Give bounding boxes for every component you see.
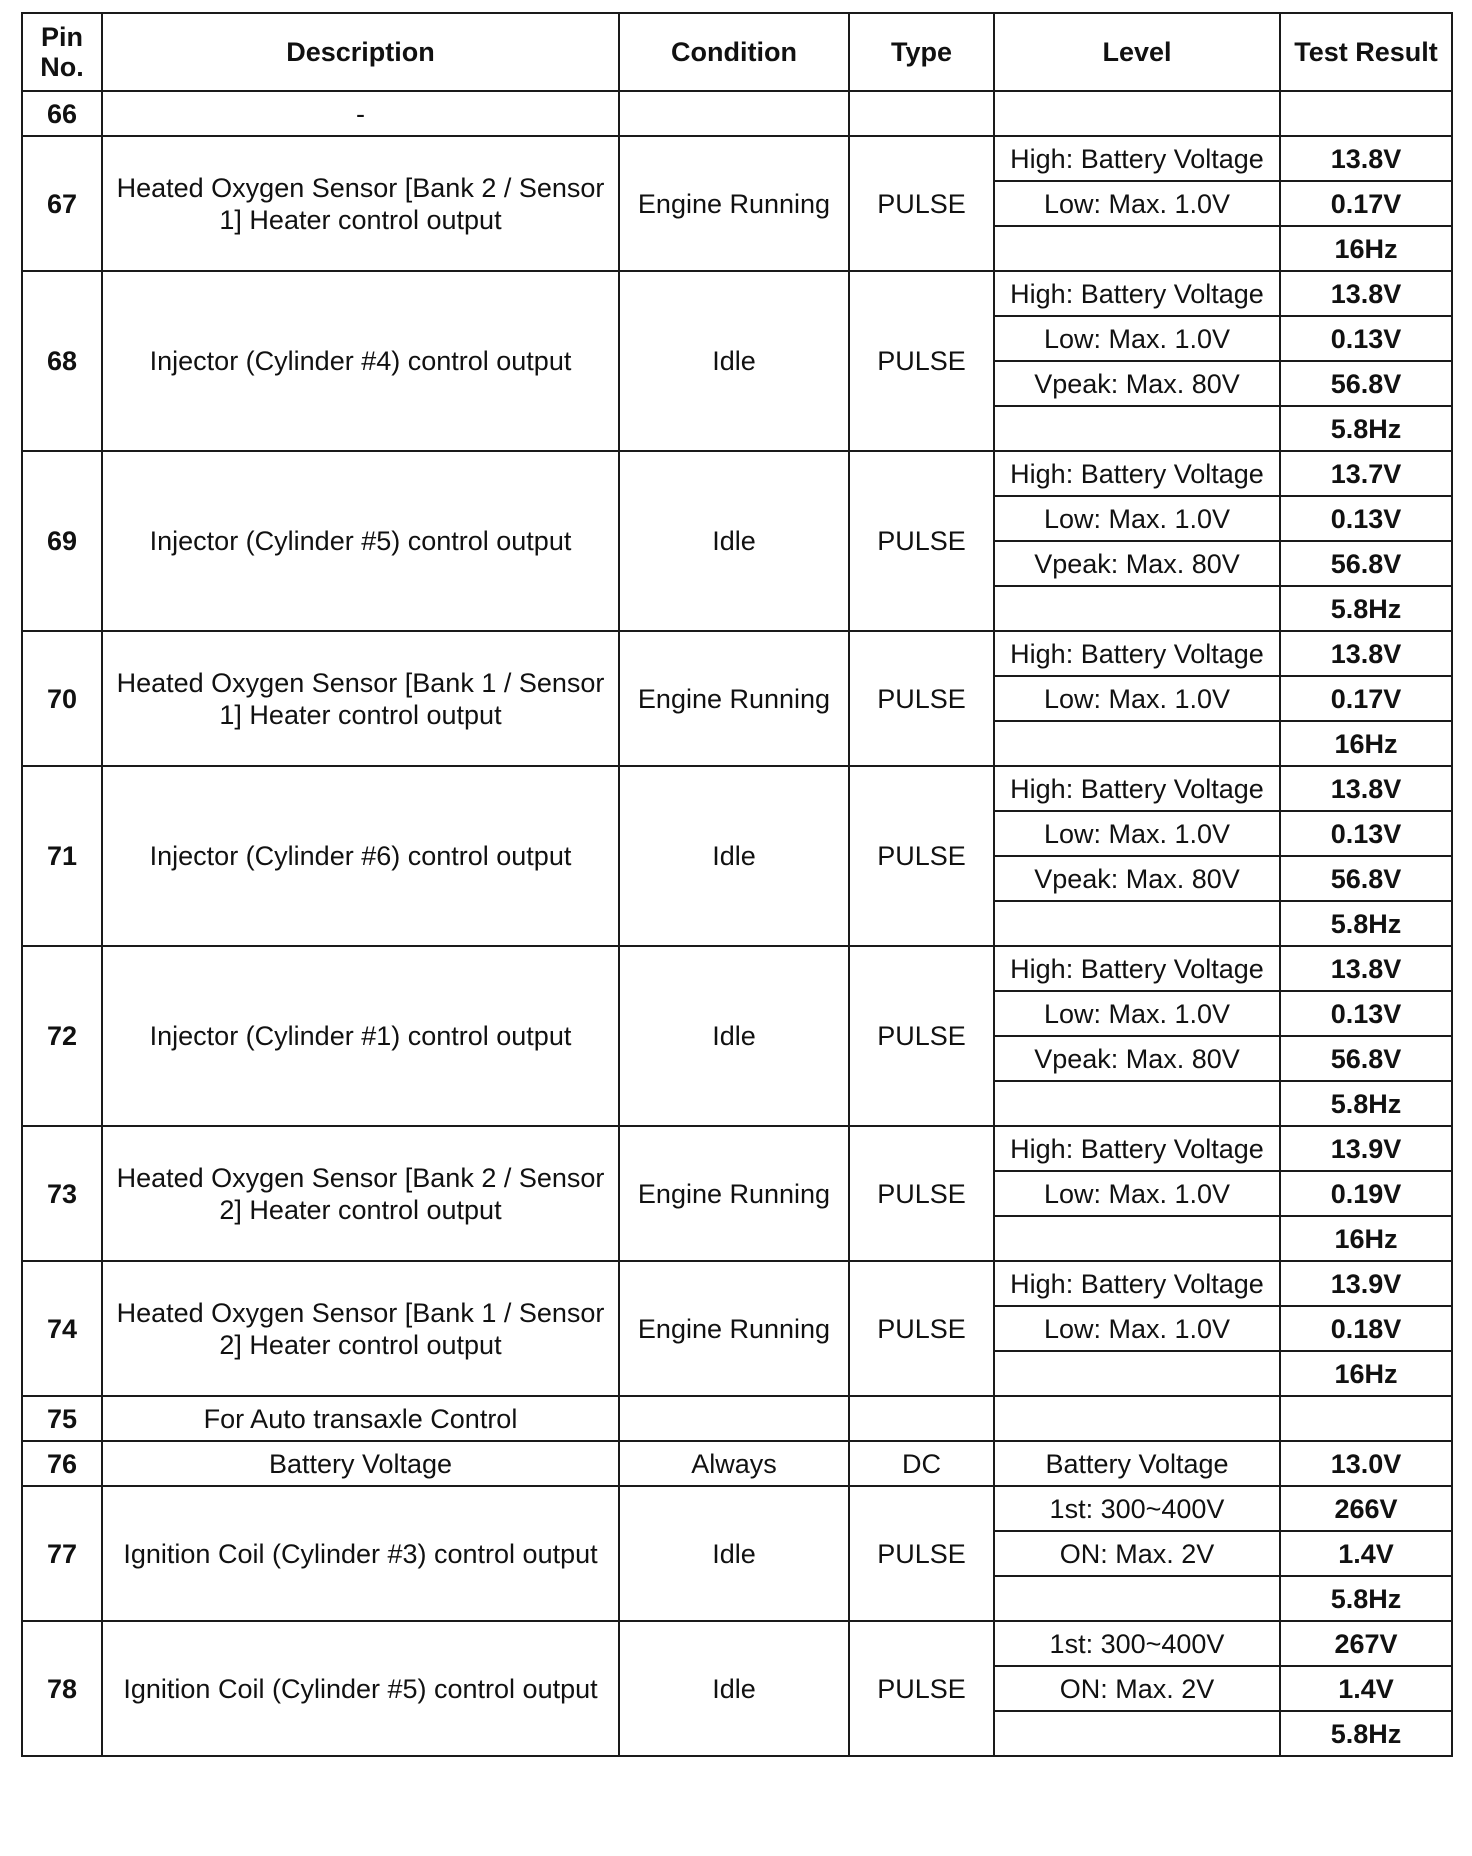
description-cell: Heated Oxygen Sensor [Bank 2 / Sensor 2] Heater control output [102, 1126, 619, 1261]
condition-cell [619, 91, 849, 136]
type-cell: PULSE [849, 271, 994, 451]
header-pin-no [22, 13, 102, 91]
condition-cell: Idle [619, 766, 849, 946]
test-result-cell: 1.4V [1280, 1666, 1452, 1711]
table-row [22, 1441, 1452, 1486]
level-cell [994, 1576, 1280, 1621]
condition-cell [619, 1396, 849, 1441]
level-cell: 1st: 300~400V [994, 1621, 1280, 1666]
level-cell: ON: Max. 2V [994, 1531, 1280, 1576]
level-cell: Low: Max. 1.0V [994, 316, 1280, 361]
test-result-cell: 13.8V [1280, 946, 1452, 991]
level-cell: Vpeak: Max. 80V [994, 361, 1280, 406]
type-cell: PULSE [849, 631, 994, 766]
condition-cell: Engine Running [619, 1261, 849, 1396]
type-cell [849, 91, 994, 136]
table-row [22, 271, 1452, 316]
test-result-cell: 56.8V [1280, 361, 1452, 406]
test-result-cell: 13.0V [1280, 1441, 1452, 1486]
level-cell: High: Battery Voltage [994, 766, 1280, 811]
table-row [22, 136, 1452, 181]
test-result-cell: 56.8V [1280, 1036, 1452, 1081]
description-cell: Ignition Coil (Cylinder #5) control output [102, 1621, 619, 1756]
type-cell [849, 1396, 994, 1441]
description-cell: - [102, 91, 619, 136]
description-cell: Ignition Coil (Cylinder #3) control output [102, 1486, 619, 1621]
test-result-cell: 5.8Hz [1280, 1081, 1452, 1126]
pin-number-cell: 77 [22, 1486, 102, 1621]
table-row [22, 451, 1452, 496]
pin-number-cell: 66 [22, 91, 102, 136]
type-cell: DC [849, 1441, 994, 1486]
level-cell: Low: Max. 1.0V [994, 1306, 1280, 1351]
type-cell: PULSE [849, 1261, 994, 1396]
level-cell [994, 1351, 1280, 1396]
level-cell [994, 586, 1280, 631]
description-cell: Battery Voltage [102, 1441, 619, 1486]
type-cell: PULSE [849, 136, 994, 271]
test-result-cell: 267V [1280, 1621, 1452, 1666]
level-cell: High: Battery Voltage [994, 271, 1280, 316]
level-cell [994, 901, 1280, 946]
test-result-cell: 13.7V [1280, 451, 1452, 496]
test-result-cell: 0.13V [1280, 991, 1452, 1036]
condition-cell: Engine Running [619, 631, 849, 766]
pin-number-cell: 78 [22, 1621, 102, 1756]
pin-number-cell: 74 [22, 1261, 102, 1396]
header-pin-label: Pin No. [40, 22, 84, 82]
pin-number-cell: 67 [22, 136, 102, 271]
pin-number-cell: 75 [22, 1396, 102, 1441]
table-header [22, 13, 1452, 91]
description-cell: Heated Oxygen Sensor [Bank 2 / Sensor 1] Heater control output [102, 136, 619, 271]
pin-number-cell: 69 [22, 451, 102, 631]
description-cell: Injector (Cylinder #4) control output [102, 271, 619, 451]
table-row [22, 1621, 1452, 1666]
test-result-cell: 5.8Hz [1280, 901, 1452, 946]
test-result-cell: 56.8V [1280, 856, 1452, 901]
level-cell: High: Battery Voltage [994, 1126, 1280, 1171]
condition-cell: Idle [619, 1486, 849, 1621]
level-cell [994, 226, 1280, 271]
test-result-cell: 13.8V [1280, 136, 1452, 181]
level-cell: High: Battery Voltage [994, 136, 1280, 181]
level-cell [994, 1396, 1280, 1441]
type-cell: PULSE [849, 766, 994, 946]
test-result-cell: 266V [1280, 1486, 1452, 1531]
level-cell [994, 1711, 1280, 1756]
level-cell: High: Battery Voltage [994, 631, 1280, 676]
level-cell: Low: Max. 1.0V [994, 496, 1280, 541]
condition-cell: Engine Running [619, 1126, 849, 1261]
level-cell: Low: Max. 1.0V [994, 676, 1280, 721]
type-cell: PULSE [849, 946, 994, 1126]
level-cell [994, 1216, 1280, 1261]
table-row [22, 1486, 1452, 1531]
type-cell: PULSE [849, 1621, 994, 1756]
type-cell: PULSE [849, 1126, 994, 1261]
pin-number-cell: 68 [22, 271, 102, 451]
level-cell: Vpeak: Max. 80V [994, 541, 1280, 586]
test-result-cell: 0.13V [1280, 811, 1452, 856]
test-result-cell: 5.8Hz [1280, 406, 1452, 451]
condition-cell: Engine Running [619, 136, 849, 271]
description-cell: For Auto transaxle Control [102, 1396, 619, 1441]
header-condition: Condition [619, 13, 849, 91]
pin-number-cell: 76 [22, 1441, 102, 1486]
header-type: Type [849, 13, 994, 91]
test-result-cell: 1.4V [1280, 1531, 1452, 1576]
pin-number-cell: 70 [22, 631, 102, 766]
test-result-cell: 16Hz [1280, 1351, 1452, 1396]
description-cell: Injector (Cylinder #5) control output [102, 451, 619, 631]
test-result-cell: 16Hz [1280, 226, 1452, 271]
test-result-cell: 0.18V [1280, 1306, 1452, 1351]
test-result-cell: 16Hz [1280, 1216, 1452, 1261]
test-result-cell: 0.17V [1280, 676, 1452, 721]
pin-number-cell: 72 [22, 946, 102, 1126]
condition-cell: Idle [619, 1621, 849, 1756]
test-result-cell: 5.8Hz [1280, 586, 1452, 631]
test-result-cell: 13.8V [1280, 766, 1452, 811]
test-result-cell: 13.8V [1280, 271, 1452, 316]
header-level: Level [994, 13, 1280, 91]
header-row [22, 13, 1452, 91]
level-cell [994, 1081, 1280, 1126]
description-cell: Heated Oxygen Sensor [Bank 1 / Sensor 2] Heater control output [102, 1261, 619, 1396]
table-body [22, 91, 1452, 1756]
condition-cell: Idle [619, 946, 849, 1126]
condition-cell: Idle [619, 451, 849, 631]
pin-number-cell: 73 [22, 1126, 102, 1261]
pin-test-table [21, 12, 1453, 1757]
level-cell: ON: Max. 2V [994, 1666, 1280, 1711]
level-cell: High: Battery Voltage [994, 451, 1280, 496]
description-cell: Injector (Cylinder #1) control output [102, 946, 619, 1126]
condition-cell: Always [619, 1441, 849, 1486]
description-cell: Injector (Cylinder #6) control output [102, 766, 619, 946]
level-cell: Vpeak: Max. 80V [994, 1036, 1280, 1081]
description-cell: Heated Oxygen Sensor [Bank 1 / Sensor 1] Heater control output [102, 631, 619, 766]
header-description: Description [102, 13, 619, 91]
level-cell: Battery Voltage [994, 1441, 1280, 1486]
table-row [22, 91, 1452, 136]
level-cell: High: Battery Voltage [994, 1261, 1280, 1306]
test-result-cell: 5.8Hz [1280, 1711, 1452, 1756]
level-cell: Low: Max. 1.0V [994, 811, 1280, 856]
test-result-cell: 5.8Hz [1280, 1576, 1452, 1621]
table-row [22, 766, 1452, 811]
level-cell [994, 406, 1280, 451]
test-result-cell [1280, 91, 1452, 136]
type-cell: PULSE [849, 451, 994, 631]
level-cell [994, 721, 1280, 766]
test-result-cell: 13.9V [1280, 1261, 1452, 1306]
test-result-cell: 0.17V [1280, 181, 1452, 226]
table-row [22, 1261, 1452, 1306]
level-cell [994, 91, 1280, 136]
test-result-cell: 56.8V [1280, 541, 1452, 586]
table-row [22, 946, 1452, 991]
pin-number-cell: 71 [22, 766, 102, 946]
level-cell: Vpeak: Max. 80V [994, 856, 1280, 901]
type-cell: PULSE [849, 1486, 994, 1621]
table-row [22, 1126, 1452, 1171]
level-cell: Low: Max. 1.0V [994, 1171, 1280, 1216]
test-result-cell: 13.8V [1280, 631, 1452, 676]
test-result-cell: 0.13V [1280, 496, 1452, 541]
level-cell: High: Battery Voltage [994, 946, 1280, 991]
condition-cell: Idle [619, 271, 849, 451]
test-result-cell [1280, 1396, 1452, 1441]
level-cell: Low: Max. 1.0V [994, 181, 1280, 226]
table-row [22, 631, 1452, 676]
header-test-result: Test Result [1280, 13, 1452, 91]
level-cell: 1st: 300~400V [994, 1486, 1280, 1531]
test-result-cell: 0.13V [1280, 316, 1452, 361]
test-result-cell: 16Hz [1280, 721, 1452, 766]
table-row [22, 1396, 1452, 1441]
level-cell: Low: Max. 1.0V [994, 991, 1280, 1036]
test-result-cell: 13.9V [1280, 1126, 1452, 1171]
test-result-cell: 0.19V [1280, 1171, 1452, 1216]
